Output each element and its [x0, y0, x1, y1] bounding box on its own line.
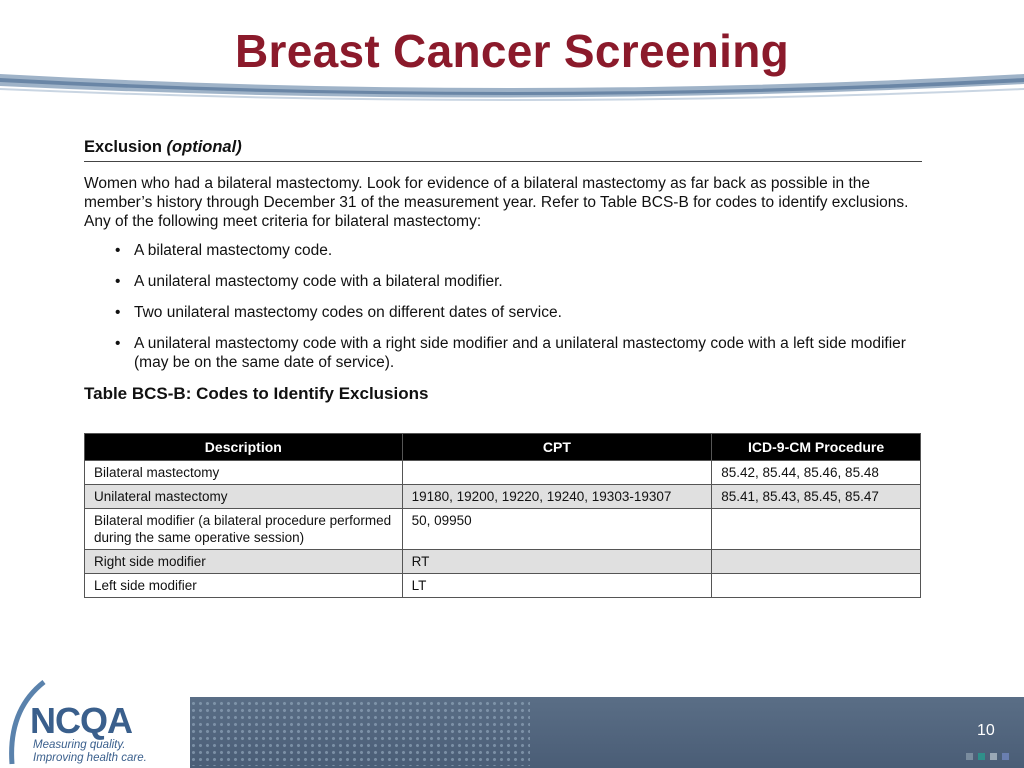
- list-item-text: Two unilateral mastectomy codes on different dates of service.: [134, 304, 562, 321]
- table-cell: 85.41, 85.43, 85.45, 85.47: [712, 485, 921, 509]
- table-cell: [402, 461, 712, 485]
- table-cell: Bilateral mastectomy: [85, 461, 403, 485]
- bullet-icon: •: [115, 273, 121, 290]
- decor-square: [1002, 753, 1009, 760]
- section-heading: [84, 138, 922, 162]
- slide-title: Breast Cancer Screening: [234, 25, 790, 77]
- table-title: Table BCS-B: Codes to Identify Exclusions: [84, 384, 429, 403]
- list-item: [84, 272, 922, 291]
- table-cell: Right side modifier: [85, 550, 403, 574]
- table-cell: RT: [402, 550, 712, 574]
- list-item: [84, 303, 922, 322]
- bullet-icon: •: [115, 242, 121, 259]
- table-cell: 85.42, 85.44, 85.46, 85.48: [712, 461, 921, 485]
- list-item-text: A bilateral mastectomy code.: [134, 242, 333, 259]
- table-row: [85, 461, 921, 485]
- decor-square: [966, 753, 973, 760]
- table-cell: [712, 509, 921, 550]
- list-item-text: A unilateral mastectomy code with a bilateral modifier.: [134, 273, 503, 290]
- bullet-icon: •: [115, 304, 121, 321]
- table-cell: 50, 09950: [402, 509, 712, 550]
- table-header-row: [85, 434, 921, 461]
- table-cell: Left side modifier: [85, 574, 403, 598]
- decor-square: [990, 753, 997, 760]
- section-heading-note: (optional): [166, 138, 242, 156]
- criteria-list: [84, 241, 922, 372]
- exclusion-section: [84, 138, 922, 404]
- table-cell: 19180, 19200, 19220, 19240, 19303-19307: [402, 485, 712, 509]
- column-header: ICD-9-CM Procedure: [712, 434, 921, 461]
- bullet-icon: •: [115, 335, 121, 352]
- table-row: [85, 509, 921, 550]
- decor-square: [978, 753, 985, 760]
- column-header: CPT: [402, 434, 712, 461]
- list-item-text: A unilateral mastectomy code with a right side modifier and a unilateral mastectomy code with a left side modifier (may be on the same date of service).: [134, 335, 906, 371]
- ncqa-logo: NCQA: [30, 700, 132, 741]
- logo-tagline-2: Improving health care.: [33, 752, 147, 764]
- page-number: 10: [977, 722, 995, 739]
- exclusion-paragraph: Women who had a bilateral mastectomy. Look for evidence of a bilateral mastectomy as far back as possible in the member’s history through December 31 of the measurement year. Refer to Table BCS-B for codes to identify exclusions. Any of the following meet criteria for bilateral mastectomy:: [84, 175, 909, 230]
- table-row: [85, 485, 921, 509]
- list-item: [84, 334, 922, 372]
- table-cell: LT: [402, 574, 712, 598]
- table-cell: [712, 550, 921, 574]
- table-cell: [712, 574, 921, 598]
- table-cell: Unilateral mastectomy: [85, 485, 403, 509]
- footer-dot-pattern: [190, 700, 530, 766]
- section-heading-text: Exclusion: [84, 138, 162, 156]
- table-row: [85, 550, 921, 574]
- codes-table: [84, 433, 921, 598]
- header-swoosh: [0, 68, 1024, 118]
- list-item: [84, 241, 922, 260]
- table-cell: Bilateral modifier (a bilateral procedure performed during the same operative session): [85, 509, 403, 550]
- column-header: Description: [85, 434, 403, 461]
- logo-tagline-1: Measuring quality.: [33, 739, 126, 751]
- table-row: [85, 574, 921, 598]
